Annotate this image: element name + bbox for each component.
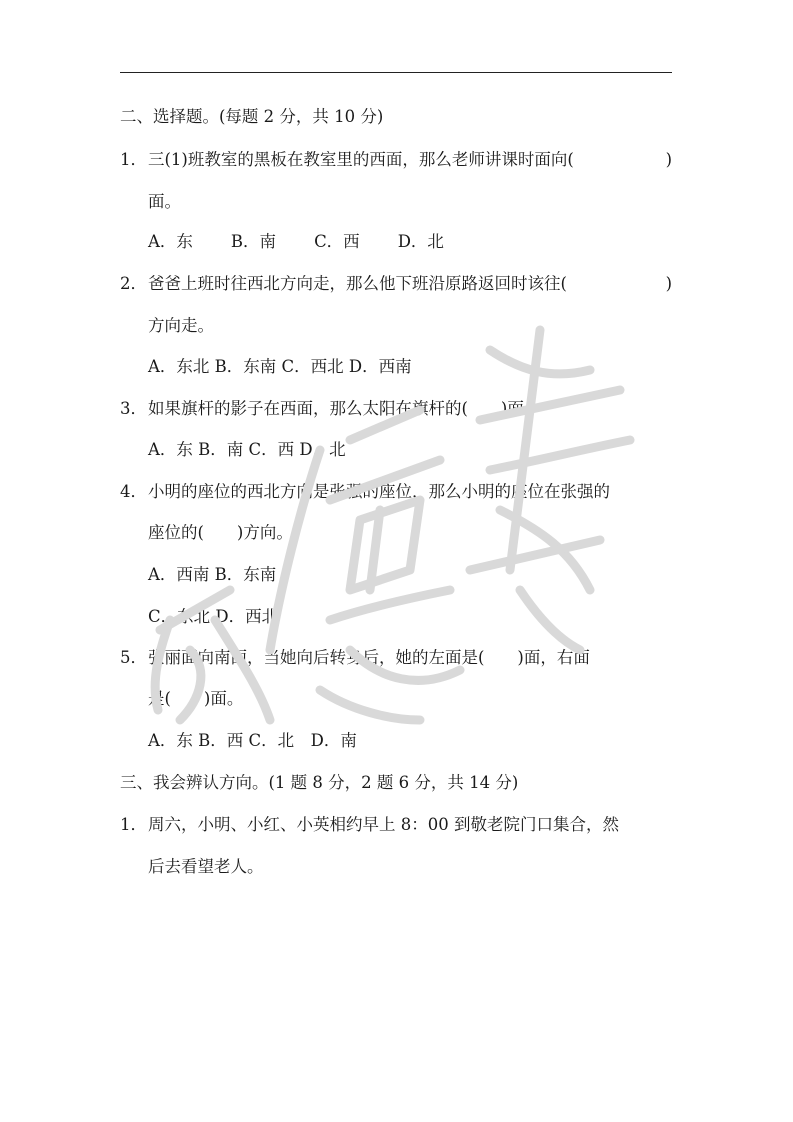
question-1-text-cont: 面。 bbox=[148, 192, 181, 211]
question-1-options bbox=[148, 232, 444, 252]
section-3-title: 三、我会辨认方向。(1 题 8 分，2 题 6 分，共 14 分) bbox=[120, 773, 519, 792]
question-2-options: A．东北 B．东南 C．西北 D．西南 bbox=[148, 357, 412, 376]
question-3-options: A．东 B．南 C．西 D．北 bbox=[148, 440, 346, 459]
section-3-question-1-number: 1． bbox=[120, 815, 147, 834]
question-5-options: A．东 B．西 C．北 D．南 bbox=[148, 731, 357, 750]
section-3-question-1-text: 周六，小明、小红、小英相约早上 8：00 到敬老院门口集合，然 bbox=[148, 815, 619, 834]
question-4-text-cont: 座位的( )方向。 bbox=[148, 523, 293, 542]
header-rule bbox=[120, 72, 672, 73]
option-b: B．南 bbox=[230, 232, 277, 251]
question-5-text-cont: 是( )面。 bbox=[148, 689, 244, 708]
section-2-title: 二、选择题。(每题 2 分，共 10 分) bbox=[120, 107, 384, 126]
question-5-number: 5． bbox=[120, 648, 147, 667]
question-1 bbox=[120, 150, 672, 170]
question-2-text: 爸爸上班时往西北方向走，那么他下班沿原路返回时该往( bbox=[148, 274, 567, 293]
question-2-number: 2． bbox=[120, 274, 147, 293]
question-4-text: 小明的座位的西北方向是张强的座位，那么小明的座位在张强的 bbox=[148, 482, 610, 501]
section-3-question-1-text-cont: 后去看望老人。 bbox=[148, 857, 264, 876]
section-3-question-1 bbox=[120, 815, 619, 835]
question-5-text: 张丽面向南面，当她向后转身后，她的左面是( )面，右面 bbox=[148, 648, 590, 667]
question-4-options-1: A．西南 B．东南 bbox=[148, 565, 277, 584]
question-1-number: 1． bbox=[120, 150, 147, 169]
question-2 bbox=[120, 274, 672, 294]
question-4-number: 4． bbox=[120, 482, 147, 501]
question-2-close-paren: ) bbox=[665, 274, 672, 293]
question-2-text-cont: 方向走。 bbox=[148, 316, 214, 335]
option-c: C．西 bbox=[314, 232, 360, 251]
question-3 bbox=[120, 399, 540, 419]
question-1-text: 三(1)班教室的黑板在教室里的西面，那么老师讲课时面向( bbox=[148, 150, 574, 169]
question-3-number: 3． bbox=[120, 399, 147, 418]
question-3-text: 如果旗杆的影子在西面，那么太阳在旗杆的( )面。 bbox=[148, 399, 541, 418]
option-d: D．北 bbox=[397, 232, 444, 251]
question-4-options-2: C．东北 D．西北 bbox=[148, 607, 279, 626]
option-a: A．东 bbox=[148, 232, 193, 251]
question-5 bbox=[120, 648, 590, 668]
question-1-close-paren: ) bbox=[665, 150, 672, 169]
question-4 bbox=[120, 482, 610, 502]
